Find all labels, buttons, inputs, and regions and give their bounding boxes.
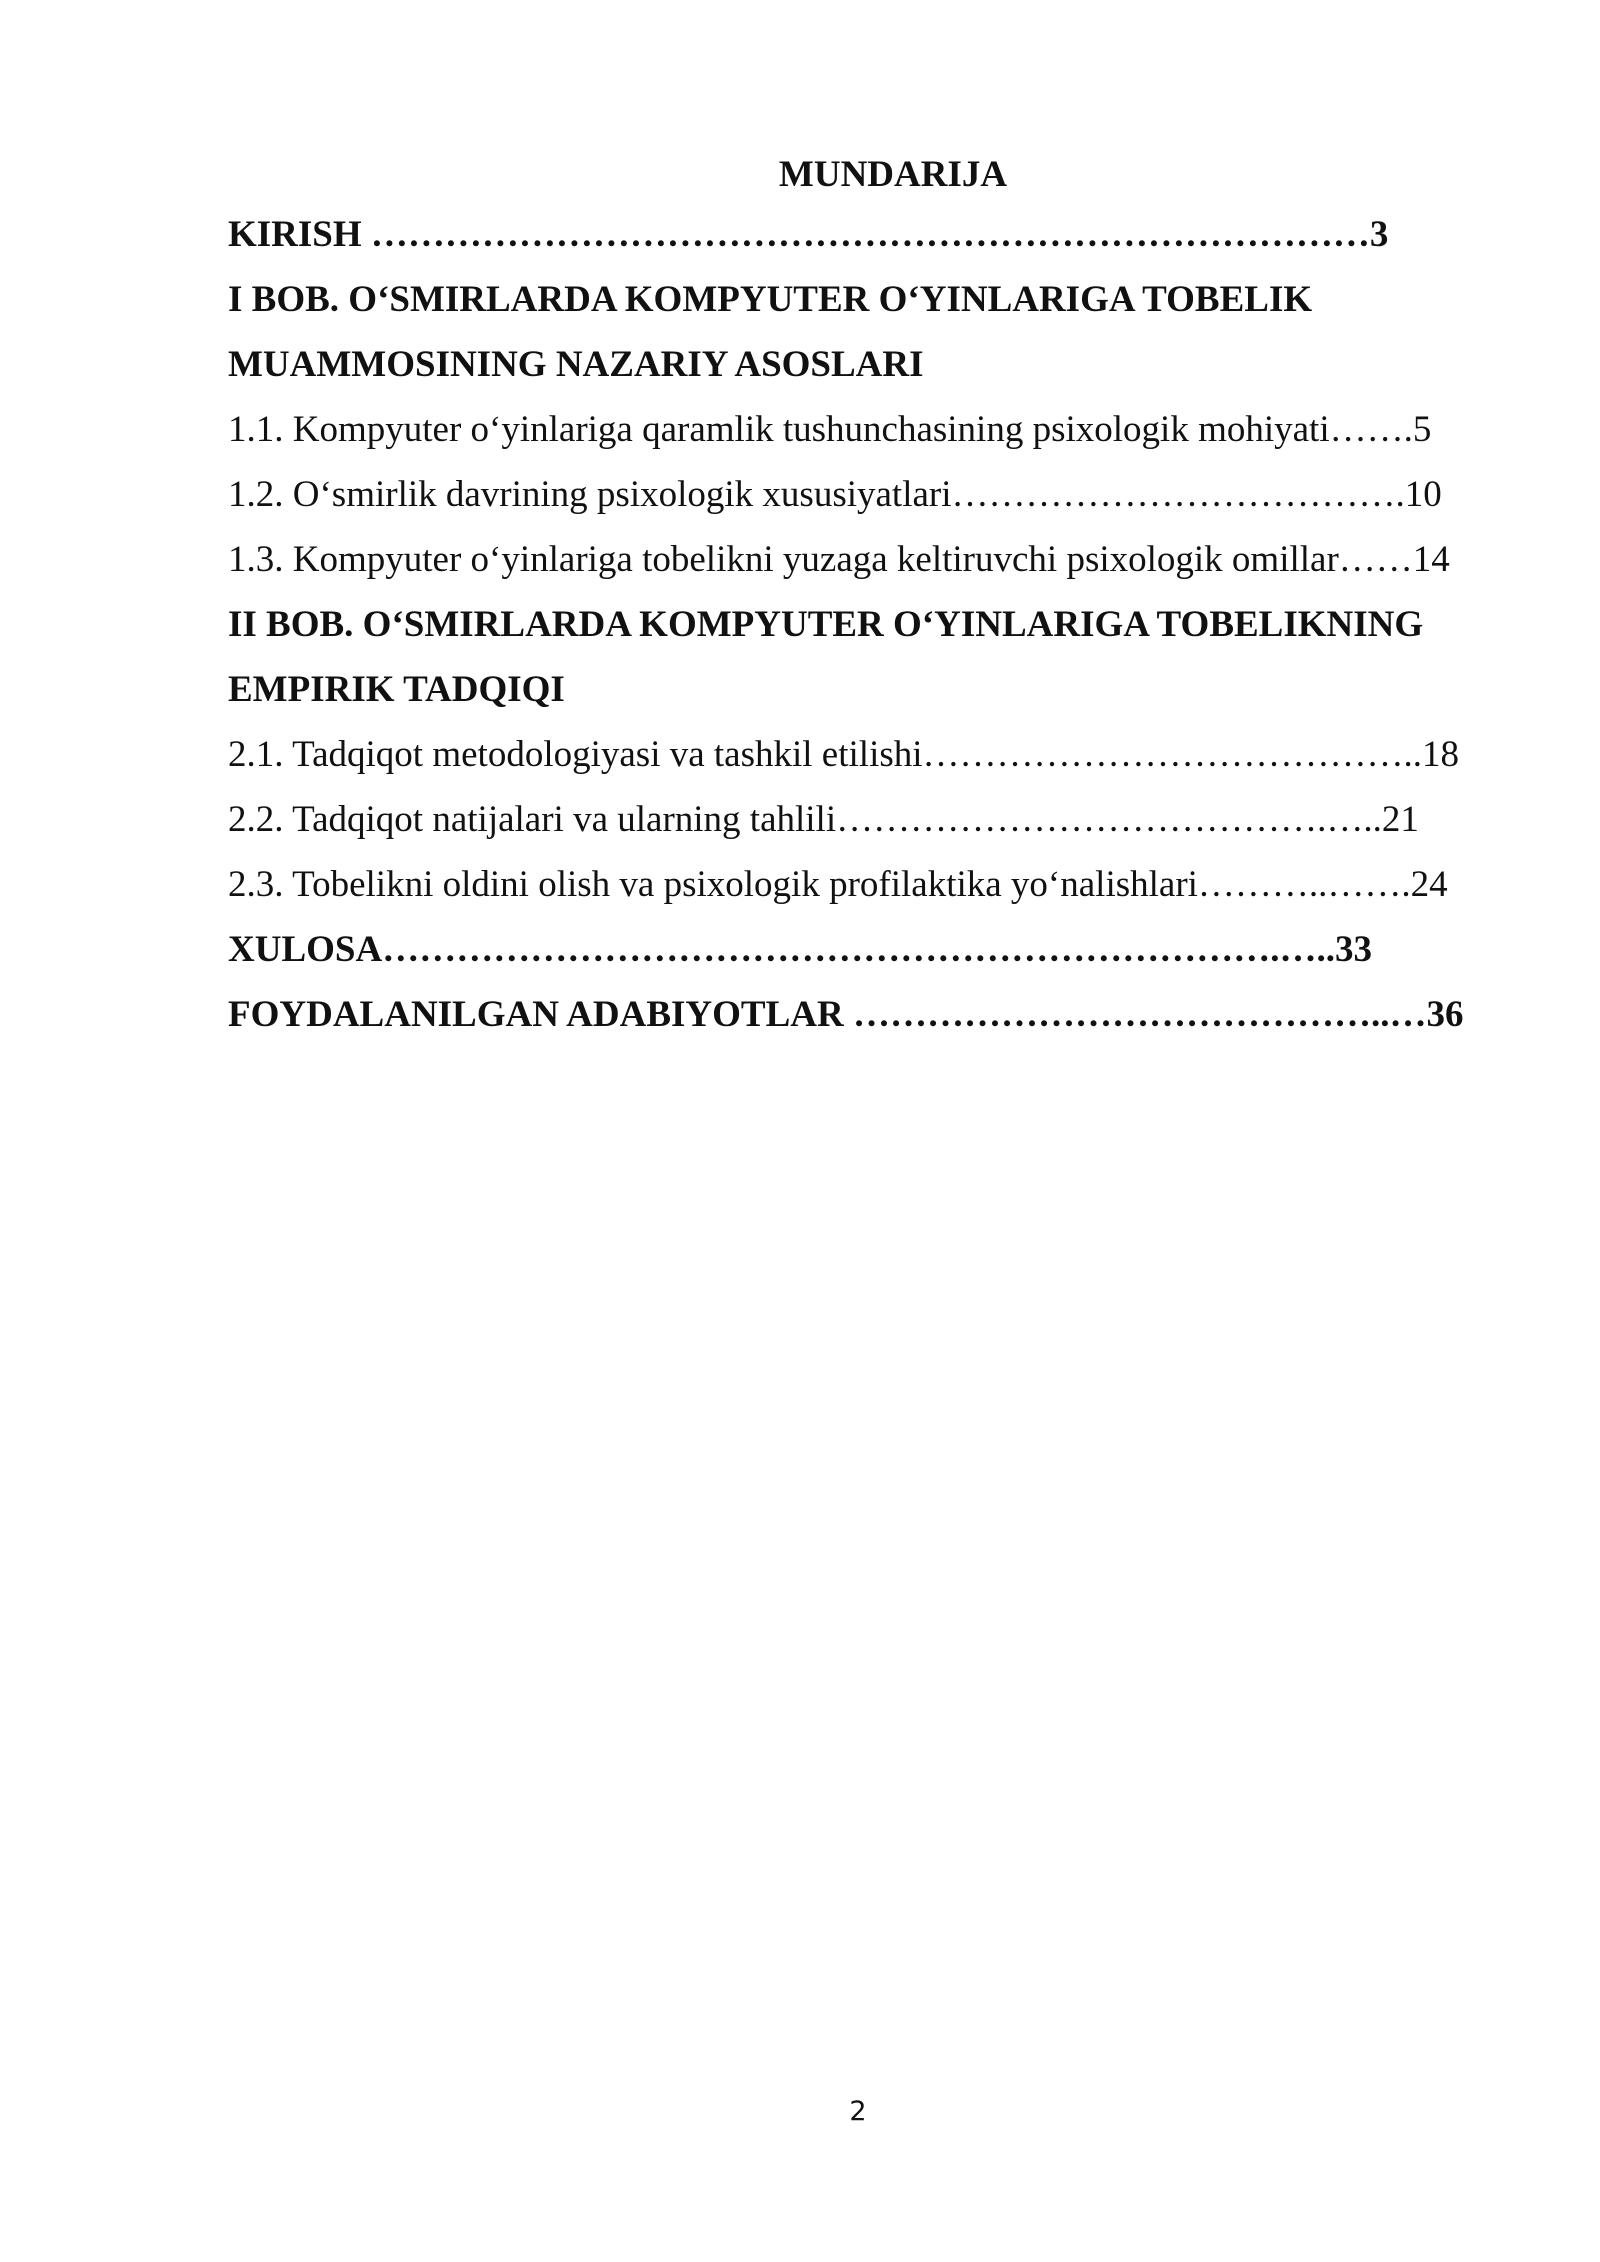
toc-entry-kirish: KIRISH ………………………………………………………………………3 [228, 214, 1389, 255]
toc-entry-xulosa: XULOSA……………………………………………………………….…..33 [228, 929, 1372, 970]
toc-chapter-2-heading-line-2: EMPIRIK TADQIQI [228, 669, 565, 710]
table-of-contents [228, 148, 1488, 1047]
toc-entry-1-1: 1.1. Kompyuter o‘yinlariga qaramlik tushunchasining psixologik mohiyati…….5 [228, 409, 1432, 450]
toc-chapter-2-heading-line-1: II BOB. O‘SMIRLARDA KOMPYUTER O‘YINLARIGA TOBELIKNING [228, 604, 1424, 645]
toc-title: MUNDARIJA [778, 154, 1008, 195]
toc-entry-2-2: 2.2. Tadqiqot natijalari va ularning tahlili………………………………….…..21 [228, 799, 1419, 840]
toc-entry-1-2: 1.2. O‘smirlik davrining psixologik xususiyatlari……………………………….10 [228, 474, 1442, 515]
toc-chapter-1-heading-line-2: MUAMMOSINING NAZARIY ASOSLARI [228, 344, 924, 385]
toc-entry-2-3: 2.3. Tobelikni oldini olish va psixologik profilaktika yo‘nalishlari………..…….24 [228, 864, 1448, 905]
page-number: 2 [849, 2096, 867, 2127]
toc-entry-1-3: 1.3. Kompyuter o‘yinlariga tobelikni yuzaga keltiruvchi psixologik omillar……14 [228, 539, 1450, 580]
toc-entry-adabiyotlar: FOYDALANILGAN ADABIYOTLAR ……………………………………..…36 [228, 994, 1464, 1035]
toc-entry-2-1: 2.1. Tadqiqot metodologiyasi va tashkil etilishi…………………………………..18 [228, 734, 1460, 775]
toc-chapter-1-heading-line-1: I BOB. O‘SMIRLARDA KOMPYUTER O‘YINLARIGA TOBELIK [228, 279, 1313, 320]
